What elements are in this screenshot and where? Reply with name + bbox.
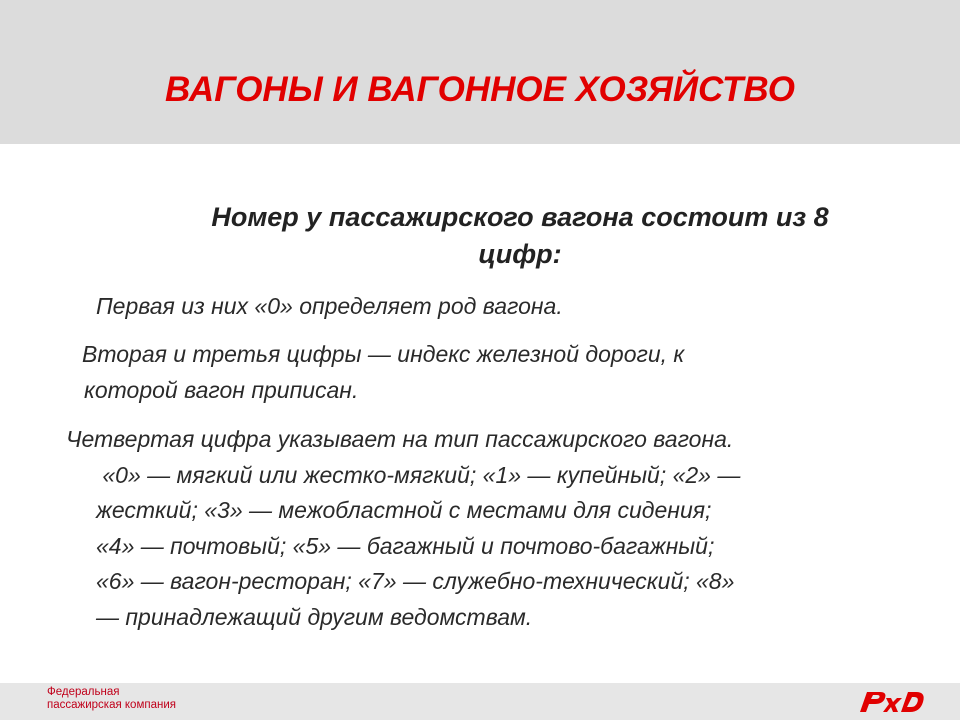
paragraph-line: жесткий; «3» — межобластной с местами для сидения; xyxy=(96,497,712,523)
paragraph-line: «0» — мягкий или жестко-мягкий; «1» — купейный; «2» — xyxy=(96,461,741,488)
subtitle xyxy=(140,199,900,273)
slide-title: ВАГОНЫ И ВАГОННОЕ ХОЗЯЙСТВО xyxy=(164,70,796,109)
paragraph-line: которой вагон приписан. xyxy=(84,376,359,403)
paragraph-first-digit xyxy=(96,289,563,325)
paragraph-fourth-digit xyxy=(66,422,740,635)
company-name xyxy=(47,686,176,712)
paragraph-second-third-digit xyxy=(82,337,684,408)
paragraph-line: Первая из них «0» определяет род вагона. xyxy=(96,293,563,319)
paragraph-line: Вторая и третья цифры — индекс железной дороги, к xyxy=(82,341,685,367)
subtitle-line-1: Номер у пассажирского вагона состоит из 8 xyxy=(211,202,829,232)
company-name-line-2: пассажирская компания xyxy=(47,699,176,711)
paragraph-line: «6» — вагон-ресторан; «7» — служебно-технический; «8» xyxy=(96,568,735,594)
subtitle-line-2: цифр: xyxy=(478,239,562,269)
paragraph-line: Четвертая цифра указывает на тип пассажирского вагона. xyxy=(66,426,734,452)
paragraph-line: «4» — почтовый; «5» — багажный и почтово-багажный; xyxy=(96,532,715,559)
paragraph-line: — принадлежащий другим ведомствам. xyxy=(96,603,533,630)
header-bar xyxy=(0,0,960,144)
company-name-line-1: Федеральная xyxy=(47,686,120,698)
rzd-logo-icon xyxy=(856,686,930,716)
